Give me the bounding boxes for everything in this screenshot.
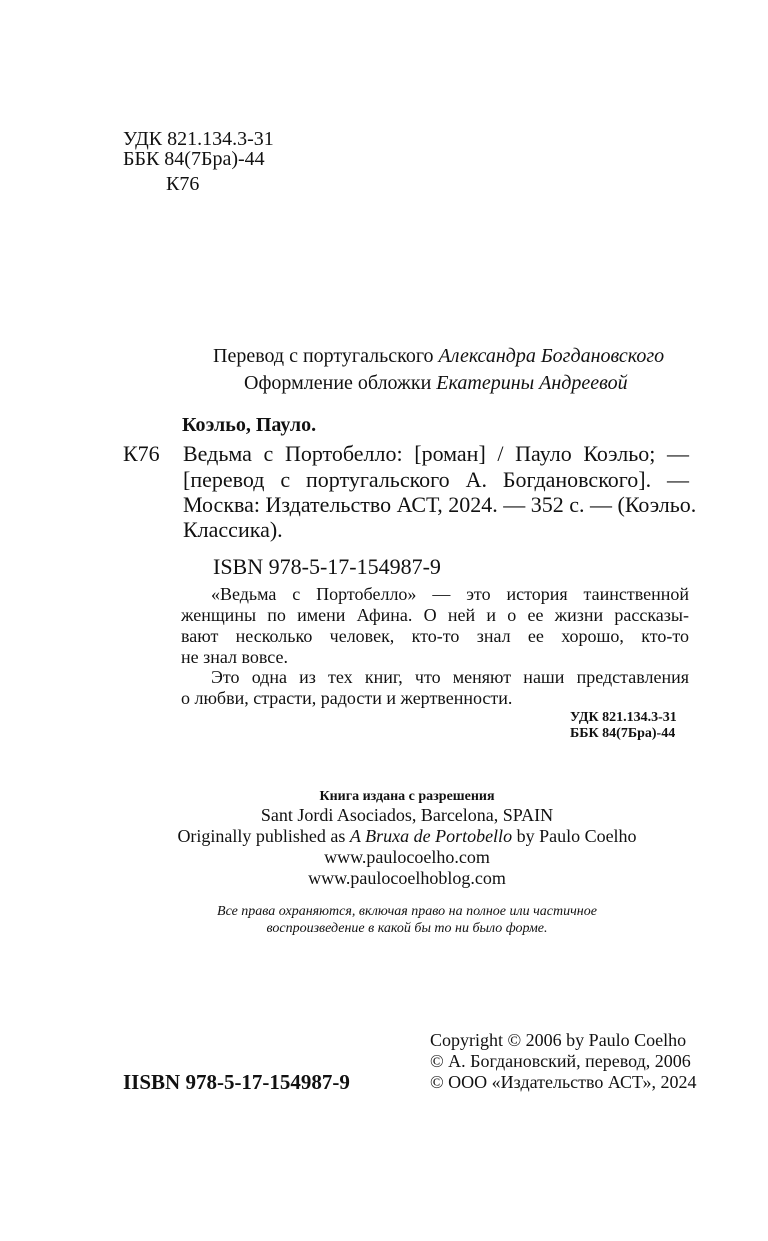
catalog-description-line: Ведьма с Портобелло: [роман] / Пауло Коэльо; — — [183, 441, 689, 466]
catalog-mark: К76 — [123, 441, 160, 466]
annotation-line: вают несколько человек, кто-то знал ее хорошо, кто-то — [181, 626, 689, 646]
annotation-line: «Ведьма с Портобелло» — это история таинственной — [211, 584, 689, 604]
annotation-bbk: ББК 84(7Бра)-44 — [570, 726, 676, 741]
catalog-author-heading: Коэльо, Пауло. — [182, 414, 317, 436]
website-link: www.paulocoelho.com — [324, 847, 490, 867]
blog-link: www.paulocoelhoblog.com — [308, 868, 506, 888]
original-suffix: by Paulo Coelho — [512, 826, 637, 846]
cover-designer-name: Екатерины Андреевой — [436, 372, 628, 394]
rights-notice-line: Все права охраняются, включая право на полное или частичное — [217, 904, 597, 919]
catalog-description-line: [перевод с португальского А. Богдановского]. — — [183, 467, 689, 492]
annotation-line: Это одна из тех книг, что меняют наши представления — [211, 667, 689, 687]
original-prefix: Originally published as — [177, 826, 350, 846]
annotation-udk: УДК 821.134.3-31 — [570, 710, 677, 725]
original-title-line — [0, 825, 768, 847]
original-title: A Bruxa de Portobello — [349, 826, 513, 846]
cover-prefix: Оформление обложки — [244, 372, 437, 394]
author-mark: К76 — [166, 173, 200, 195]
license-agency: Sant Jordi Asociados, Barcelona, SPAIN — [260, 805, 554, 825]
catalog-isbn: ISBN 978-5-17-154987-9 — [213, 554, 441, 579]
udk-code: УДК 821.134.3-31 — [123, 128, 274, 150]
translation-prefix: Перевод с португальского — [213, 345, 439, 367]
annotation-line: не знал вовсе. — [181, 647, 288, 667]
translation-credit — [213, 343, 664, 369]
translator-name: Александра Богдановского — [438, 345, 665, 367]
annotation-line: женщины по имени Афина. О ней и о ее жизни рассказы- — [181, 605, 689, 625]
copyright-line: Copyright © 2006 by Paulo Coelho — [430, 1030, 687, 1050]
bbk-code: ББК 84(7Бра)-44 — [123, 148, 265, 170]
rights-notice-line: воспроизведение в какой бы то ни было форме. — [266, 921, 548, 936]
license-heading: Книга издана с разрешения — [319, 789, 495, 804]
catalog-description-line: Классика). — [183, 517, 283, 542]
footer-isbn: IISBN 978-5-17-154987-9 — [123, 1070, 350, 1094]
copyright-line: © А. Богдановский, перевод, 2006 — [430, 1051, 691, 1071]
catalog-description-line: Москва: Издательство АСТ, 2024. — 352 с. — (Коэльо. — [183, 492, 697, 517]
annotation-line: о любви, страсти, радости и жертвенности. — [181, 688, 513, 708]
copyright-line: © ООО «Издательство АСТ», 2024 — [430, 1072, 697, 1092]
cover-credit — [244, 370, 628, 396]
